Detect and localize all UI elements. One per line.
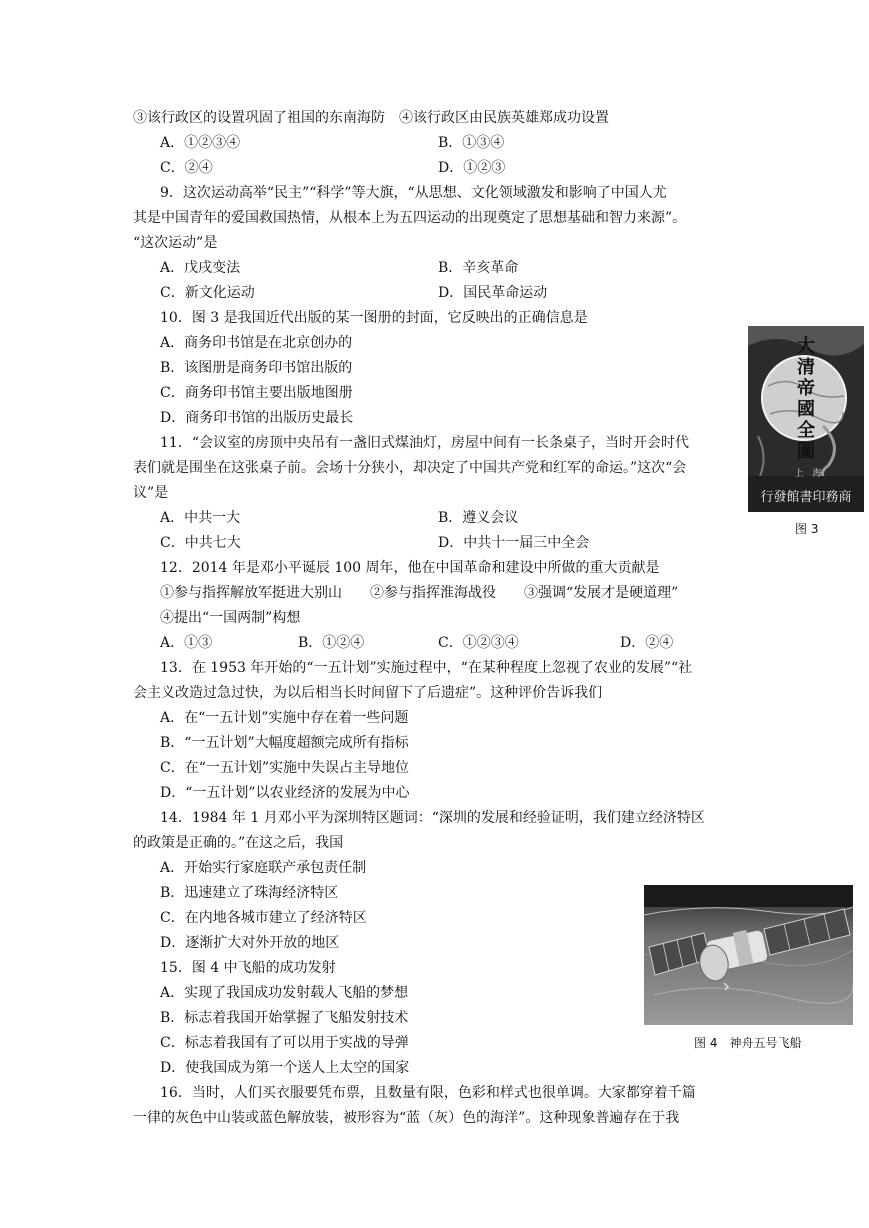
q10-option-d: D．商务印书馆的出版历史最长	[160, 410, 354, 426]
q12-stem-line-3: ④提出“一国两制”构想	[160, 610, 301, 626]
q8-option-d: D．①②③	[438, 160, 506, 176]
q12-option-c: C．①②③④	[438, 635, 519, 651]
q15-option-b: B．标志着我国开始掌握了飞船发射技术	[160, 1010, 409, 1026]
q14-stem-line-1: 14．1984 年 1 月邓小平为深圳特区题词：“深圳的发展和经验证明，我们建立经济特区	[160, 810, 705, 826]
q9-stem-line-3: “这次运动”是	[133, 235, 218, 251]
q13-option-d: D．“一五计划”以农业经济的发展为中心	[160, 785, 410, 801]
q15-option-a: A．实现了我国成功发射载人飞船的梦想	[160, 985, 409, 1001]
q13-option-b: B．“一五计划”大幅度超额完成所有指标	[160, 735, 409, 751]
q12-option-d: D．②④	[620, 635, 674, 651]
q15-stem: 15．图 4 中飞船的成功发射	[160, 960, 336, 976]
q12-option-b: B．①②④	[298, 635, 365, 651]
q10-option-b: B．该图册是商务印书馆出版的	[160, 360, 353, 376]
map-cover-title: 大清帝國全圖	[797, 336, 815, 462]
q11-stem-line-3: 议”是	[133, 485, 169, 501]
q9-option-a: A．戊戌变法	[160, 260, 241, 276]
q8-statement-line: ③该行政区的设置巩固了祖国的东南海防 ④该行政区由民族英雄郑成功设置	[133, 110, 609, 126]
q8-option-c: C．②④	[160, 160, 213, 176]
figure-4-caption: 图 4 神舟五号飞船	[694, 1036, 802, 1050]
q9-option-d: D．国民革命运动	[438, 285, 548, 301]
q11-option-b: B．遵义会议	[438, 510, 519, 526]
q14-option-b: B．迅速建立了珠海经济特区	[160, 885, 339, 901]
q8-option-a: A．①②③④	[160, 135, 241, 151]
figure-4-spacecraft-photo	[644, 885, 853, 1025]
q14-stem-line-2: 的政策是正确的。”在这之后，我国	[133, 835, 344, 851]
figure-3-map-cover-image	[748, 326, 864, 512]
q9-option-c: C．新文化运动	[160, 285, 255, 301]
q13-option-c: C．在“一五计划”实施中失误占主导地位	[160, 760, 410, 776]
q11-stem-line-1: 11．“会议室的房顶中央吊有一盏旧式煤油灯，房屋中间有一长条桌子，当时开会时代	[160, 435, 689, 451]
q15-option-d: D．使我国成为第一个送人上太空的国家	[160, 1060, 410, 1076]
q12-stem-line-1: 12．2014 年是邓小平诞辰 100 周年，他在中国革命和建设中所做的重大贡献是	[160, 560, 660, 576]
q9-stem-line-1: 9．这次运动高举“民主”“科学”等大旗，“从思想、文化领域激发和影响了中国人尤	[160, 185, 667, 201]
q13-option-a: A．在“一五计划”实施中存在着一些问题	[160, 710, 409, 726]
q14-option-a: A．开始实行家庭联产承包责任制	[160, 860, 367, 876]
q9-option-b: B．辛亥革命	[438, 260, 519, 276]
q13-stem-line-1: 13．在 1953 年开始的“一五计划”实施过程中，“在某种程度上忽视了农业的发展”“社	[160, 660, 693, 676]
q11-option-c: C．中共七大	[160, 535, 241, 551]
q10-option-c: C．商务印书馆主要出版地图册	[160, 385, 353, 401]
q10-stem: 10．图 3 是我国近代出版的某一图册的封面，它反映出的正确信息是	[160, 310, 588, 326]
map-cover-place: 上 海	[794, 469, 822, 479]
spacecraft-illustration	[644, 885, 853, 1025]
q14-option-c: C．在内地各城市建立了经济特区	[160, 910, 367, 926]
q11-option-d: D．中共十一届三中全会	[438, 535, 590, 551]
q13-stem-line-2: 会主义改造过急过快，为以后相当长时间留下了后遗症”。这种评价告诉我们	[133, 685, 603, 701]
q9-stem-line-2: 其是中国青年的爱国救国热情，从根本上为五四运动的出现奠定了思想基础和智力来源”。	[133, 210, 687, 226]
q11-option-a: A．中共一大	[160, 510, 241, 526]
q15-option-c: C．标志着我国有了可以用于实战的导弹	[160, 1035, 409, 1051]
q16-stem-line-2: 一律的灰色中山装或蓝色解放装，被形容为“蓝（灰）色的海洋”。这种现象普遍存在于我	[133, 1110, 680, 1126]
q10-option-a: A．商务印书馆是在北京创办的	[160, 335, 353, 351]
q8-option-b: B．①③④	[438, 135, 505, 151]
q11-stem-line-2: 表们就是围坐在这张桌子前。会场十分狭小，却决定了中国共产党和红军的命运。”这次“会	[133, 460, 687, 476]
q14-option-d: D．逐渐扩大对外开放的地区	[160, 935, 340, 951]
map-cover-publisher: 行發館書印務商	[760, 490, 852, 505]
q12-option-a: A．①③	[160, 635, 213, 651]
figure-3-caption: 图 3	[795, 522, 819, 536]
q16-stem-line-1: 16．当时，人们买衣服要凭布票，且数量有限，色彩和样式也很单调。大家都穿着千篇	[160, 1085, 696, 1101]
q12-stem-line-2: ①参与指挥解放军挺进大别山 ②参与指挥淮海战役 ③强调“发展才是硬道理”	[160, 585, 679, 601]
